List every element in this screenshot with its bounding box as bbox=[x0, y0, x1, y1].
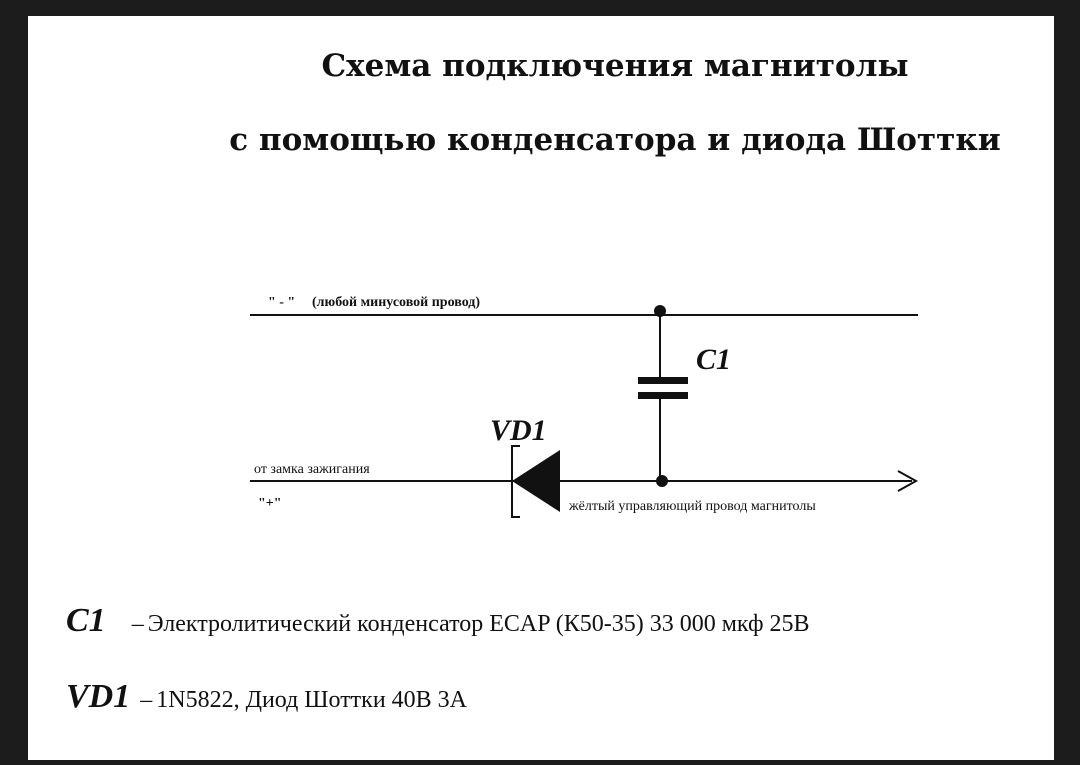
legend-row-c1 bbox=[66, 602, 810, 640]
minus-symbol-label: " - " bbox=[268, 295, 296, 310]
legend-c1-dash: – bbox=[131, 611, 144, 637]
capacitor-plate-bottom bbox=[638, 392, 688, 399]
legend-c1-ref: C1 bbox=[66, 602, 106, 639]
legend-row-vd1 bbox=[66, 678, 467, 716]
output-junction-dot bbox=[656, 475, 668, 487]
legend-vd1-ref: VD1 bbox=[66, 678, 131, 715]
output-wire-label: жёлтый управляющий провод магнитолы bbox=[569, 499, 816, 514]
capacitor-plate-top bbox=[638, 377, 688, 384]
ignition-label: от замка зажигания bbox=[254, 462, 370, 477]
legend-vd1-description: 1N5822, Диод Шоттки 40В 3А bbox=[156, 687, 468, 713]
diode-triangle bbox=[512, 450, 560, 512]
legend-vd1-dash: – bbox=[140, 687, 153, 713]
diagram-title-line-1: Схема подключения магнитолы bbox=[321, 48, 909, 84]
capacitor-ref-label: C1 bbox=[696, 343, 732, 376]
diagram-title-line-2: с помощью конденсатора и диода Шоттки bbox=[229, 122, 1001, 158]
plus-symbol-label: "+" bbox=[258, 496, 282, 511]
diode-ref-label: VD1 bbox=[490, 414, 547, 447]
legend-c1-description: Электролитический конденсатор ECAP (К50-35) 33 000 мкф 25В bbox=[147, 611, 810, 637]
minus-wire-label: (любой минусовой провод) bbox=[312, 295, 481, 310]
